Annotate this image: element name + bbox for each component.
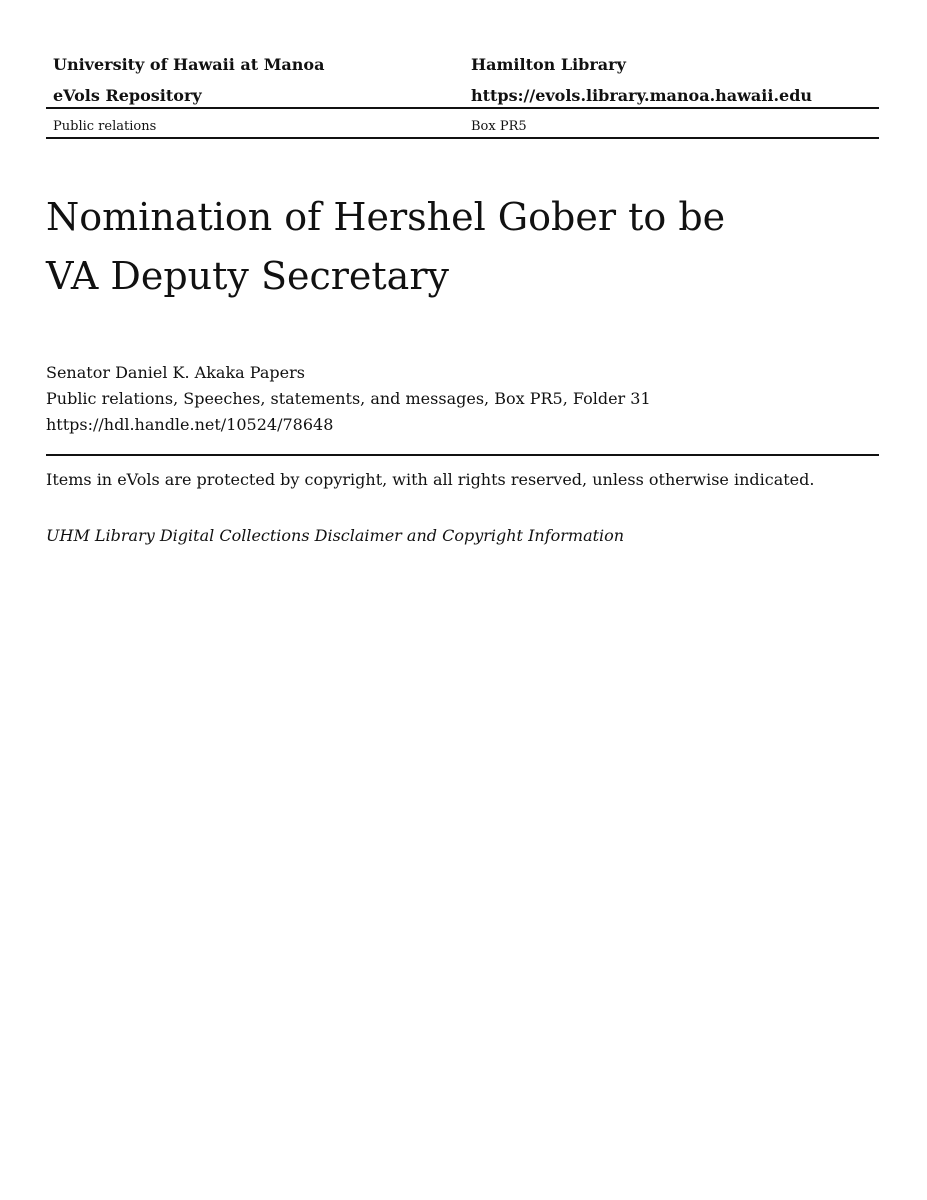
papers-name: Senator Daniel K. Akaka Papers [46,363,305,382]
repository-url[interactable]: https://evols.library.manoa.hawaii.edu [471,86,813,105]
box-label: Box PR5 [471,119,527,134]
library-name: Hamilton Library [471,55,626,74]
collection-label: Public relations [53,119,157,134]
metadata-divider [46,454,879,456]
document-title [46,188,879,306]
header-block [46,52,879,114]
header-row-2 [46,83,879,114]
repository-name: eVols Repository [53,86,202,105]
disclaimer-link[interactable]: UHM Library Digital Collections Disclaimer and Copyright Information [46,526,625,545]
title-line-2: VA Deputy Secretary [46,254,449,298]
header-divider [46,107,879,109]
series-path: Public relations, Speeches, statements, and messages, Box PR5, Folder 31 [46,389,651,408]
header-row-1 [46,52,879,83]
title-line-1: Nomination of Hershel Gober to be [46,195,726,239]
handle-link[interactable]: https://hdl.handle.net/10524/78648 [46,415,334,434]
metadata-block [46,360,651,438]
subheader-divider [46,137,879,139]
institution-name: University of Hawaii at Manoa [53,55,325,74]
copyright-notice: Items in eVols are protected by copyright, with all rights reserved, unless otherwise indicated. [46,470,815,489]
